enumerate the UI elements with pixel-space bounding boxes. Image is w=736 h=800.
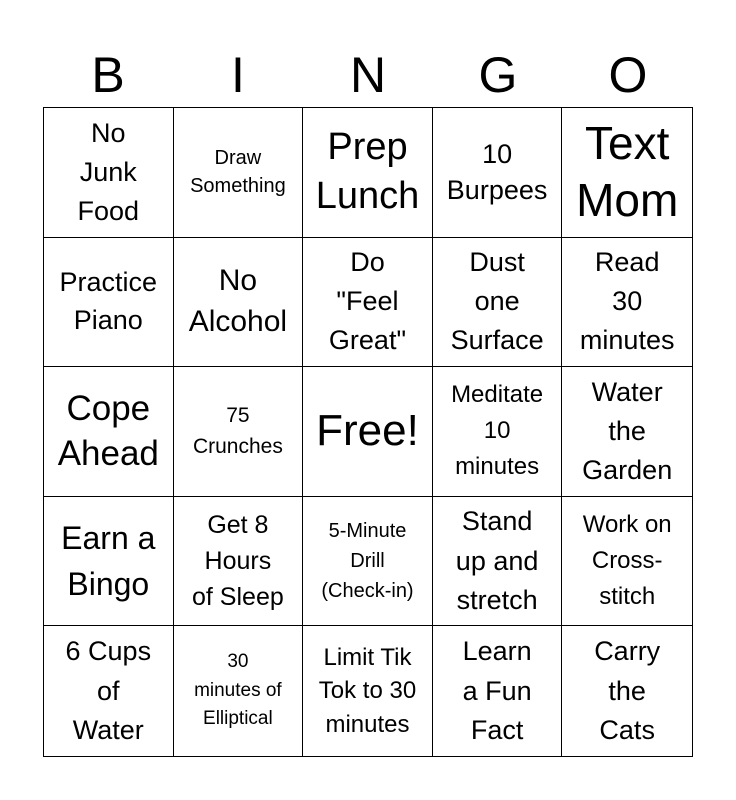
bingo-cell[interactable]: 6 Cups of Water bbox=[44, 626, 174, 756]
bingo-cell[interactable]: Text Mom bbox=[562, 108, 692, 238]
bingo-cell[interactable]: Cope Ahead bbox=[44, 367, 174, 497]
header-letter-i: I bbox=[231, 47, 245, 103]
bingo-cell[interactable]: Do "Feel Great" bbox=[303, 238, 433, 368]
bingo-cell[interactable]: Meditate 10 minutes bbox=[433, 367, 563, 497]
bingo-cell[interactable]: Dust one Surface bbox=[433, 238, 563, 368]
bingo-cell[interactable]: Water the Garden bbox=[562, 367, 692, 497]
bingo-cell[interactable]: Work on Cross- stitch bbox=[562, 497, 692, 627]
bingo-cell[interactable]: No Alcohol bbox=[174, 238, 304, 368]
bingo-header bbox=[43, 42, 693, 108]
bingo-cell[interactable]: 75 Crunches bbox=[174, 367, 304, 497]
bingo-cell[interactable]: 10 Burpees bbox=[433, 108, 563, 238]
free-space-cell[interactable]: Free! bbox=[303, 367, 433, 497]
bingo-cell[interactable]: No Junk Food bbox=[44, 108, 174, 238]
bingo-cell[interactable]: Learn a Fun Fact bbox=[433, 626, 563, 756]
bingo-cell[interactable]: Limit Tik Tok to 30 minutes bbox=[303, 626, 433, 756]
bingo-cell[interactable]: 30 minutes of Elliptical bbox=[174, 626, 304, 756]
bingo-cell[interactable]: Draw Something bbox=[174, 108, 304, 238]
bingo-cell[interactable]: Carry the Cats bbox=[594, 636, 661, 745]
bingo-cell[interactable]: Get 8 Hours of Sleep bbox=[174, 497, 304, 627]
header-letter-n: N bbox=[349, 47, 387, 103]
bingo-cell[interactable]: Read 30 minutes bbox=[562, 238, 692, 368]
header-letter-o: O bbox=[608, 47, 648, 103]
bingo-cell[interactable]: Prep Lunch bbox=[303, 108, 433, 238]
header-letter-g: G bbox=[478, 47, 518, 103]
header-letter-b: B bbox=[91, 47, 125, 103]
bingo-cell[interactable]: Stand up and stretch bbox=[433, 497, 563, 627]
bingo-cell[interactable]: Earn a Bingo bbox=[44, 497, 174, 627]
bingo-cell[interactable]: 5-Minute Drill (Check-in) bbox=[303, 497, 433, 627]
bingo-cell[interactable]: Practice Piano bbox=[44, 238, 174, 368]
bingo-board bbox=[43, 107, 693, 757]
